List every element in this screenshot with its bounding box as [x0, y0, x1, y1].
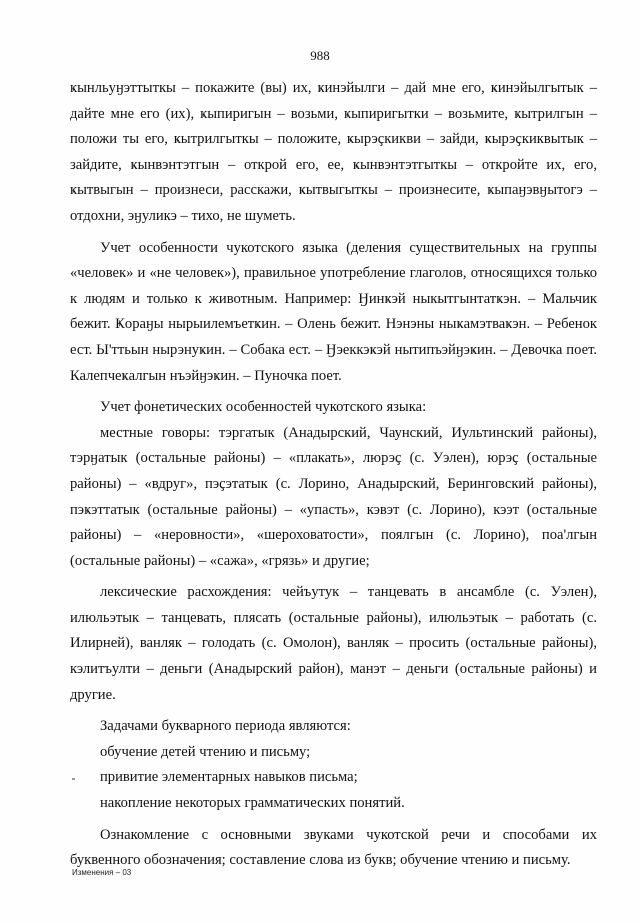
paragraph-noun-groups: Учет особенности чукотского языка (деления существительных на группы «человек» и «не человек»), правильное употребление глаголов, относящихся только к людям и только к животным. Например: Ӈинҝэй ныкытгынтатҝэн. – Мальчик бежит. Ҝораӈы нырыилемъетҝин. – Олень бежит. Нэнэны ныҝамэтваҝэн. – Ребенок ест. Ы'ттьын нырэнуҝин. – Собака ест. – Ӈэеккэҝэй нытипъэйӈэҝин. – Девочка поет. Калепчеҝалгын нъэйӈэҝин. – Пуночка поет.: [70, 239, 597, 384]
page-number: 988: [310, 48, 330, 63]
list-item-grammar-concepts: накопление некоторых грамматических понятий.: [100, 795, 405, 812]
list-item-reading-writing: обучение детей чтению и письму;: [100, 743, 311, 760]
scan-speck: [72, 778, 75, 780]
paragraph-lexical-differences: лексические расхождения: чейъутук – танцевать в ансамбле (с. Уэлен), илюльэтык – танцевать, плясать (остальные районы), илюльэтык – работать (с. Илирней), ванляк – голодать (с. Омолон), ванляк – просить (остальные районы), кэлитъулти – деньги (Анадырский район), манэт – деньги (остальные районы) и другие.: [70, 584, 597, 703]
paragraph-phonetics-heading: Учет фонетических особенностей чукотского языка:: [100, 399, 427, 416]
paragraph-tasks-heading: Задачами букварного периода являются:: [100, 718, 351, 735]
paragraph-sounds-letters: Ознакомление с основными звуками чукотской речи и способами их буквенного обозначения; составление слова из букв; обучение чтению и письму.: [70, 826, 597, 869]
paragraph-verb-forms: ҝынльуӈэттыткы – покажите (вы) их, ҝинэйылги – дай мне его, ҝинэйылгытык – дайте мне его (их), ҝыпиригын – возьми, ҝыпиригытки – возьмите, ҝытрилгын – положи ты его, ҝытрилгыткы – положите, ҝырэҫкикви – зайди, ҝырэҫкиквытык – зайдите, ҝынвэнтэтгын – открой его, ее, ҝынвэнтэтгыткы – откройте их, его, ҝытвыгын – произнеси, расскажи, ҝытвыгыткы – произнесите, ҝыпаӈэвӈытогэ – отдохни, эӈуликэ – тихо, не шуметь.: [70, 80, 597, 224]
paragraph-local-dialects: местные говоры: тэргатык (Анадырский, Чаунский, Иультинский районы), тэрӈатык (остальные районы) – «плакать», люрэҫ (с. Уэлен), юрэҫ (остальные районы) – «вдруг», пэҫэтатык (с. Лорино, Анадырский, Беринговский районы), пэҝэттатык (остальные районы) – «упасть», кэвэт (с. Лорино), кээт (остальные районы) – «неровности», «шероховатости», поялгын (с. Лорино), поа'лгын (остальные районы) – «сажа», «грязь» и другие;: [70, 424, 597, 569]
body-text: [70, 76, 597, 874]
list-item-writing-skills: привитие элементарных навыков письма;: [100, 769, 358, 786]
footer-revision-note: Изменения – 03: [72, 868, 132, 877]
